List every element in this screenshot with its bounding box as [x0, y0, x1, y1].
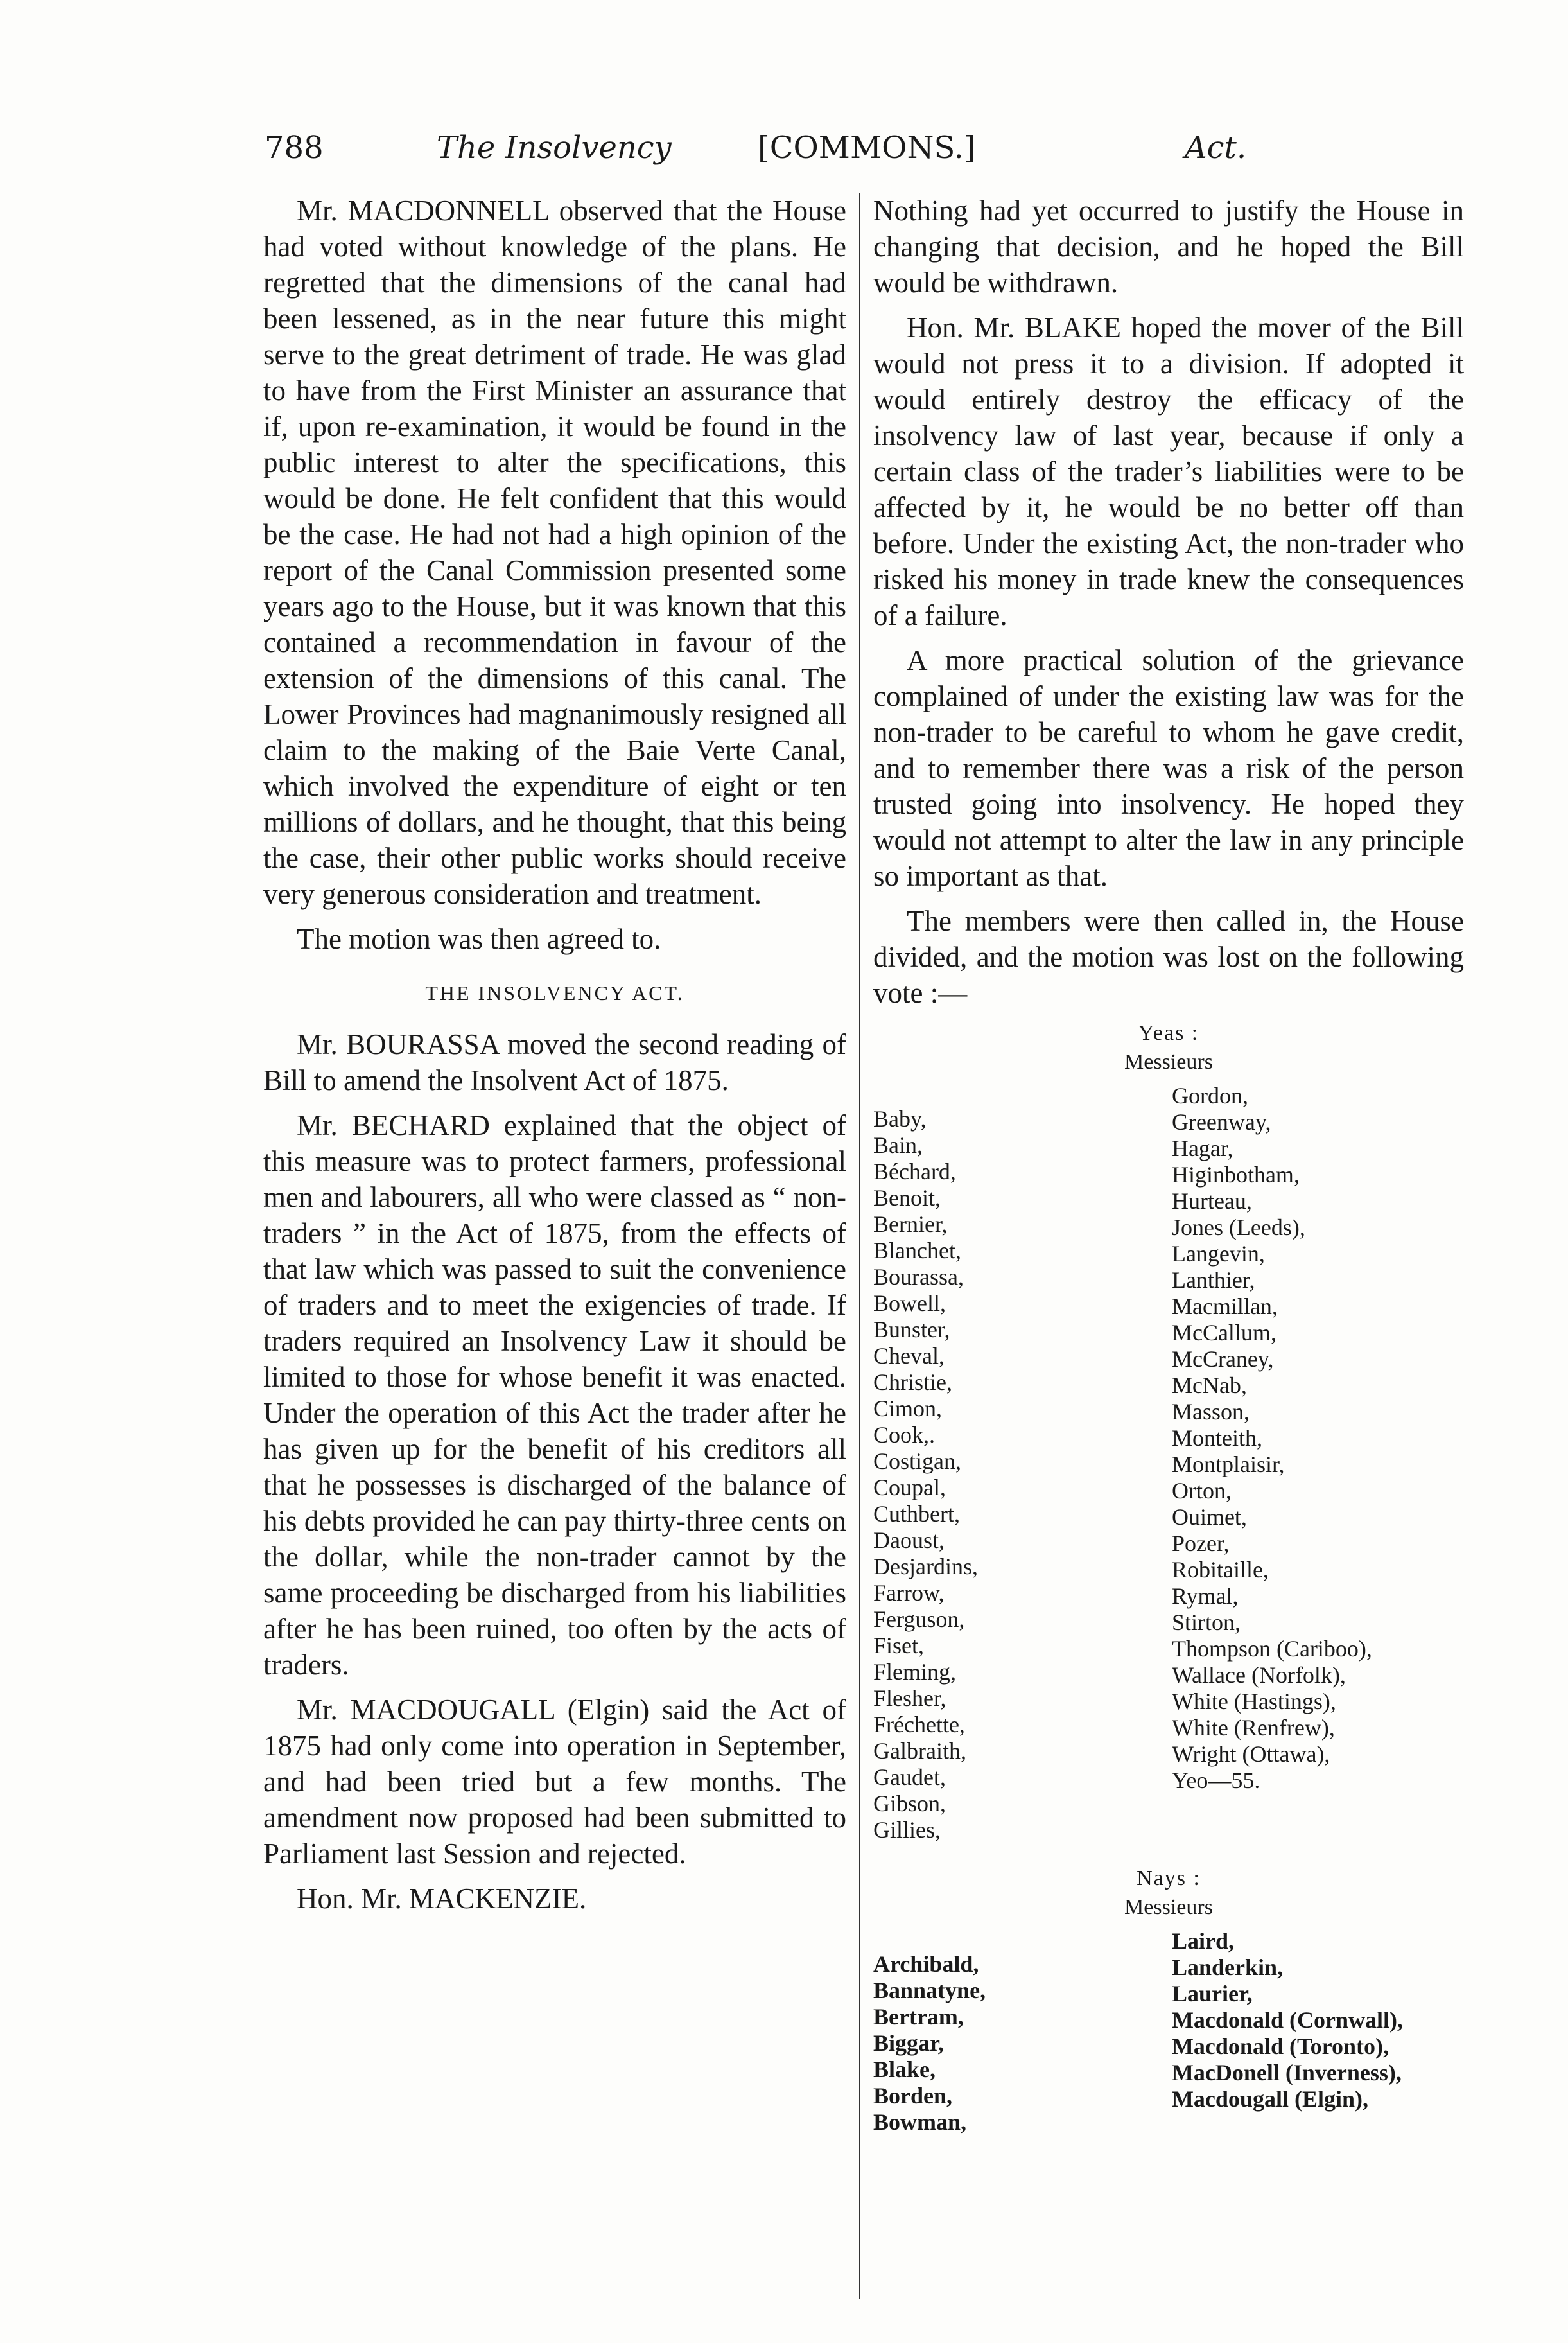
- member-name: Béchard,: [873, 1159, 956, 1184]
- paragraph-blake: Hon. Mr. BLAKE hoped the mover of the Bill would not press it to a division. If adopted it would entirely destroy the efficacy of the insolvency law of last year, because if only a certain class of the trader’s liabilities were to be affected by it, he would be no better off than before. Under the existing Act, the non-trader who risked his money in trade knew the consequences of a failure.: [873, 312, 1464, 631]
- member-name: Yeo—55.: [1171, 1768, 1260, 1793]
- member-name: Gordon,: [1171, 1083, 1248, 1109]
- member-name: Bunster,: [873, 1317, 950, 1342]
- member-name: Coupal,: [873, 1475, 946, 1500]
- member-name: Gaudet,: [873, 1764, 946, 1790]
- running-title-left: The Insolvency: [437, 130, 672, 166]
- member-name: Greenway,: [1171, 1109, 1271, 1135]
- member-name: Bannatyne,: [873, 1978, 986, 2003]
- member-name: Fleming,: [873, 1659, 957, 1685]
- member-name: Blake,: [873, 2057, 936, 2082]
- member-name: Macdonald (Cornwall),: [1171, 2007, 1403, 2033]
- column-divider: [859, 193, 860, 2299]
- member-name: Hagar,: [1171, 1136, 1233, 1161]
- member-name: Orton,: [1171, 1478, 1232, 1504]
- member-name: Flesher,: [873, 1685, 946, 1711]
- paragraph-bechard: Mr. BECHARD explained that the object of this measure was to protect farmers, professional men and labourers, all who were classed as “ non-traders ” in the Act of 1875, from the effects of that law which was passed to suit the convenience of traders and to meet the exigencies of trade. If traders required an Insolvency Law it should be limited to those for whose benefit it was enacted. Under the operation of this Act the trader after he has given up for the benefit of his creditors all that he possesses is discharged of the balance of his debts provided he can pay thirty-three cents on the dollar, while the non-trader cannot by the same proceeding be discharged from his liabilities after he has been ruined, too often by the acts of traders.: [263, 1109, 846, 1681]
- member-name: Farrow,: [873, 1580, 945, 1606]
- nays-list: [873, 1865, 1464, 2136]
- member-name: Cimon,: [873, 1396, 943, 1421]
- member-name: Macdougall (Elgin),: [1171, 2086, 1368, 2112]
- member-name: Cheval,: [873, 1343, 945, 1369]
- member-name: Ouimet,: [1171, 1504, 1247, 1530]
- paragraph-continuation: Nothing had yet occurred to justify the House in changing that decision, and he hoped the Bill would be withdrawn.: [873, 195, 1464, 299]
- member-name: Cook,.: [873, 1422, 936, 1448]
- member-name: Higinbotham,: [1171, 1162, 1300, 1188]
- nays-label: Nays :: [1137, 1866, 1201, 1890]
- yeas-column-a: [873, 1083, 1172, 1843]
- member-name: Baby,: [873, 1106, 927, 1132]
- paragraph-solution: A more practical solution of the grievance complained of under the existing law was for the non-trader to be careful to whom he gave credit, and to remember there was a risk of the person trusted going into insolvency. He hoped they would not attempt to alter the law in any principle so important as that.: [873, 644, 1464, 892]
- nays-messieurs: Messieurs: [1124, 1895, 1213, 1919]
- member-name: Gibson,: [873, 1791, 946, 1816]
- member-name: Ferguson,: [873, 1606, 965, 1632]
- member-name: Wright (Ottawa),: [1171, 1741, 1330, 1767]
- member-name: Macmillan,: [1171, 1294, 1278, 1319]
- member-name: Hurteau,: [1171, 1188, 1252, 1214]
- member-name: Archibald,: [873, 1951, 979, 1977]
- page-number: 788: [265, 130, 324, 166]
- member-name: Borden,: [873, 2083, 953, 2109]
- member-name: Wallace (Norfolk),: [1171, 1662, 1346, 1688]
- member-name: Rymal,: [1171, 1583, 1239, 1609]
- member-name: McNab,: [1171, 1373, 1247, 1398]
- member-name: Galbraith,: [873, 1738, 966, 1764]
- running-title-center: [COMMONS.]: [758, 130, 976, 166]
- member-name: Thompson (Cariboo),: [1171, 1636, 1372, 1662]
- member-name: White (Hastings),: [1171, 1689, 1336, 1714]
- running-title-right: Act.: [1185, 130, 1247, 166]
- nays-column-b: [1172, 1928, 1464, 2136]
- member-name: Bowell,: [873, 1290, 946, 1316]
- member-name: Desjardins,: [873, 1554, 978, 1579]
- paragraph-bourassa: Mr. BOURASSA moved the second reading of Bill to amend the Insolvent Act of 1875.: [263, 1028, 846, 1096]
- member-name: Langevin,: [1171, 1241, 1265, 1267]
- paragraph-macdonnell: Mr. MACDONNELL observed that the House had voted without knowledge of the plans. He regretted that the dimensions of the canal had been lessened, as in the near future this might serve to the great detriment of trade. He was glad to have from the First Minister an assurance that if, upon re-examination, it would be found in the public interest to alter the specifications, this would be done. He felt confident that this would be the case. He had not had a high opinion of the report of the Canal Commission presented some years ago to the House, but it was known that this contained a recommendation in favour of the extension of the dimensions of this canal. The Lower Provinces had magnanimously resigned all claim to the making of the Baie Verte Canal, which involved the expenditure of eight or ten millions of dollars, and he thought, that this being the case, their other public works should receive very generous consideration and treatment.: [263, 195, 846, 910]
- member-name: McCraney,: [1171, 1346, 1274, 1372]
- paragraph-macdougall: Mr. MACDOUGALL (Elgin) said the Act of 1875 had only come into operation in September, and had been tried but a few months. The amendment now proposed had been submitted to Parliament last Session and rejected.: [263, 1694, 846, 1870]
- member-name: Laurier,: [1171, 1981, 1253, 2006]
- left-column: [263, 193, 846, 1926]
- paragraph-motion-agreed: The motion was then agreed to.: [297, 923, 661, 955]
- member-name: Bertram,: [873, 2004, 964, 2030]
- member-name: Gillies,: [873, 1817, 941, 1843]
- member-name: Monteith,: [1171, 1425, 1262, 1451]
- right-column: [873, 193, 1464, 2136]
- member-name: Christie,: [873, 1369, 952, 1395]
- member-name: Bernier,: [873, 1211, 948, 1237]
- yeas-label: Yeas :: [1138, 1021, 1199, 1045]
- member-name: Lanthier,: [1171, 1267, 1255, 1293]
- member-name: Masson,: [1171, 1399, 1250, 1425]
- member-name: Macdonald (Toronto),: [1171, 2033, 1389, 2059]
- member-name: Jones (Leeds),: [1171, 1215, 1305, 1240]
- member-name: Bourassa,: [873, 1264, 964, 1290]
- member-name: Bowman,: [873, 2109, 967, 2135]
- member-name: Landerkin,: [1171, 1954, 1284, 1980]
- member-name: Stirton,: [1171, 1610, 1241, 1635]
- section-heading: THE INSOLVENCY ACT.: [425, 981, 684, 1005]
- member-name: Pozer,: [1171, 1531, 1230, 1556]
- yeas-messieurs: Messieurs: [1124, 1050, 1213, 1074]
- member-name: Biggar,: [873, 2030, 944, 2056]
- member-name: Cuthbert,: [873, 1501, 960, 1527]
- member-name: Blanchet,: [873, 1238, 961, 1263]
- member-name: Bain,: [873, 1132, 923, 1158]
- member-name: Daoust,: [873, 1527, 945, 1553]
- member-name: Fiset,: [873, 1633, 925, 1658]
- member-name: White (Renfrew),: [1171, 1715, 1335, 1741]
- member-name: Montplaisir,: [1171, 1452, 1285, 1477]
- member-name: Benoit,: [873, 1185, 941, 1211]
- member-name: Robitaille,: [1171, 1557, 1269, 1583]
- member-name: Fréchette,: [873, 1712, 965, 1737]
- yeas-column-b: [1172, 1083, 1464, 1843]
- catchword-speaker: Hon. Mr. MACKENZIE.: [297, 1882, 587, 1915]
- paragraph-division: The members were then called in, the House divided, and the motion was lost on the following vote :—: [873, 905, 1464, 1009]
- member-name: Laird,: [1171, 1928, 1234, 1954]
- member-name: McCallum,: [1171, 1320, 1276, 1346]
- member-name: MacDonell (Inverness),: [1171, 2060, 1402, 2085]
- yeas-list: [873, 1020, 1464, 1843]
- nays-column-a: [873, 1928, 1172, 2136]
- member-name: Costigan,: [873, 1448, 962, 1474]
